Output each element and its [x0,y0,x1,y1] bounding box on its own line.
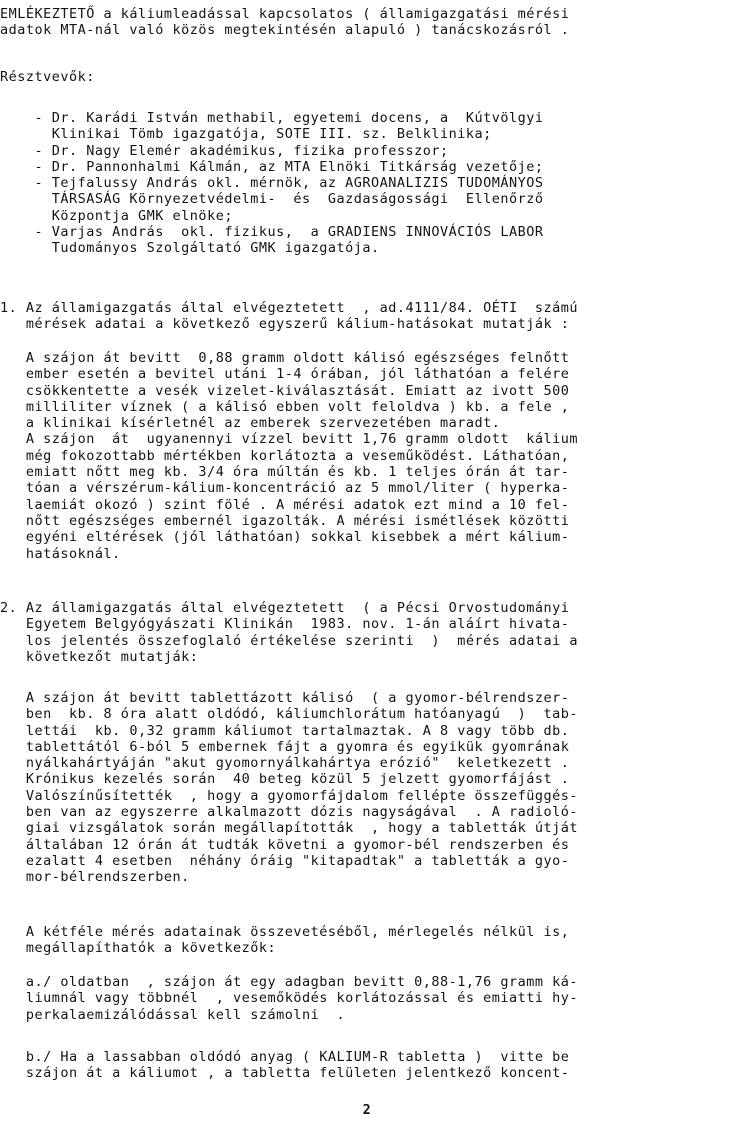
paragraph-line: csökkentette a vesék vizelet-kiválasztását. Emiatt az ivott 500 [0,382,570,399]
participants-title [0,69,734,85]
paragraph-line: tóan a vérszérum-kálium-koncentráció az 5 mmol/liter ( hyperka- [0,480,570,497]
paragraph-line: még fokozottabb mértékben korlátozta a veseműködést. Láthatóan, [0,447,570,464]
paragraph-line: tablettától 6-ból 5 embernek fájt a gyomra és egyikük gyomrának [0,738,570,755]
paragraph-line: A szájon át bevitt tablettázott kálisó ( a gyomor-bélrendszer- [0,690,570,706]
paragraph-line: a klinikai kísérletnél az emberek szervezetében maradt. [0,415,501,432]
paragraph-line: egyéni eltérések (jól láthatóan) sokkal kisebbek a mért kálium- [0,529,570,546]
participant-line: Tudományos Szolgáltató GMK igazgatója. [0,240,380,257]
paragraph-line: liumnál vagy többnél , vesemőködés korlátozással és emiatti hy- [0,990,579,1007]
paragraph-line: általában 12 órán át tudták követni a gyomor-bél rendszerben és [0,836,570,853]
paragraph-line: emiatt nőtt meg kb. 3/4 óra múltán és kb. 1 teljes órán át tar- [0,464,570,481]
paragraph-line: giai vizsgálatok során megállapították , hogy a tabletták útját [0,820,579,837]
page-number-text: 2 [362,1102,372,1118]
document-header [0,6,734,39]
paragraph-line: b./ Ha a lassabban oldódó anyag ( KALIUM-R tabletta ) vitte be [0,1049,570,1065]
conclusion-intro [0,924,734,957]
section-heading-line: Egyetem Belgyógyászati Klinikán 1983. nov. 1-án aláírt hivata- [0,616,570,633]
paragraph-line: ben van az egyszerre alkalmazott dózis nagyságával . A radioló- [0,804,579,821]
participant-line: TÁRSASÁG Környezetvédelmi- és Gazdaságossági Ellenőrző [0,191,544,208]
paragraph-line: a./ oldatban , szájon át egy adagban bevitt 0,88-1,76 gramm ká- [0,974,579,990]
section-heading-line: 2. Az államigazgatás által elvégeztetett ( a Pécsi Orvostudományi [0,600,570,616]
paragraph-line: Valószínűsítették , hogy a gyomorfájdalom fellépte összefüggés- [0,787,579,804]
paragraph-line: Krónikus kezelés során 40 beteg közül 5 jelzett gyomorfájást . [0,771,570,788]
section-heading-line: következőt mutatják: [0,648,199,665]
participant-line: - Varjas András okl. fizikus, a GRADIENS INNOVÁCIÓS LABOR [0,224,544,241]
conclusion-point-a [0,974,734,1023]
paragraph-line: ember esetén a bevitel utáni 1-4 órában, jól láthatóan a felére [0,366,570,383]
paragraph-line: A szájon át bevitt 0,88 gramm oldott kálisó egészséges felnőtt [0,350,570,366]
paragraph-line: milliliter víznek ( a kálisó ebben volt feloldva ) kb. a fele , [0,398,570,415]
page-number [0,1102,734,1118]
paragraph-line: mor-bélrendszerben. [0,869,190,886]
section-heading-line: mérések adatai a következő egyszerű kálium-hatásokat mutatják : [0,316,570,333]
header-line: EMLÉKEZTETŐ a káliumleadással kapcsolatos ( államigazgatási mérési [0,6,570,22]
conclusion-point-b [0,1049,734,1082]
paragraph-line: nyálkahártyáján "akut gyomornyálkahártya erózió" keletkezett . [0,755,570,772]
section-1-heading [0,300,734,333]
paragraph-line: ben kb. 8 óra alatt oldódó, káliumchlorátum hatóanyagú ) tab- [0,706,579,723]
section-2-heading [0,600,734,665]
section-1-body [0,350,734,562]
paragraph-line: hatásoknál. [0,545,121,562]
section-heading-line: 1. Az államigazgatás által elvégeztetett , ad.4111/84. OÉTI számú [0,300,579,316]
paragraph-line: laemiát okozó ) szint fölé . A mérési adatok ezt mind a 10 fel- [0,496,570,513]
participants-title-text: Résztvevők: [0,69,95,85]
header-line: adatok MTA-nál való közös megtekintésén alapuló ) tanácskozásról . [0,22,570,39]
paragraph-line: lettái kb. 0,32 gramm káliumot tartalmaztak. A 8 vagy több db. [0,722,570,739]
participant-line: - Dr. Pannonhalmi Kálmán, az MTA Elnöki Titkárság vezetője; [0,158,544,175]
paragraph-line: A szájon át ugyanennyi vízzel bevitt 1,76 gramm oldott kálium [0,431,579,448]
participant-line: - Dr. Nagy Elemér akadémikus, fizika professzor; [0,142,449,159]
paragraph-line: ezalatt 4 esetben néhány óráig "kitapadtak" a tabletták a gyo- [0,852,570,869]
section-heading-line: los jelentés összefoglaló értékelése szerinti ) mérés adatai a [0,632,579,649]
participant-line: - Dr. Karádi István methabil, egyetemi docens, a Kútvölgyi [0,110,544,126]
paragraph-line: A kétféle mérés adatainak összevetéséből, mérlegelés nélkül is, [0,924,570,940]
participant-line: - Tejfalussy András okl. mérnök, az AGROANALIZIS TUDOMÁNYOS [0,175,544,192]
paragraph-line: megállapíthatók a következők: [0,940,277,957]
participant-line: Klinikai Tömb igazgatója, SOTE III. sz. Belklinika; [0,126,492,143]
participants-list [0,110,734,257]
participant-line: Központja GMK elnöke; [0,207,233,224]
paragraph-line: perkalaemizálódással kell számolni . [0,1006,346,1023]
section-2-body [0,690,734,886]
paragraph-line: nőtt egészséges embernél igazolták. A mérési ismétlések közötti [0,512,570,529]
paragraph-line: szájon át a káliumot , a tabletta felületen jelentkező koncent- [0,1065,570,1082]
